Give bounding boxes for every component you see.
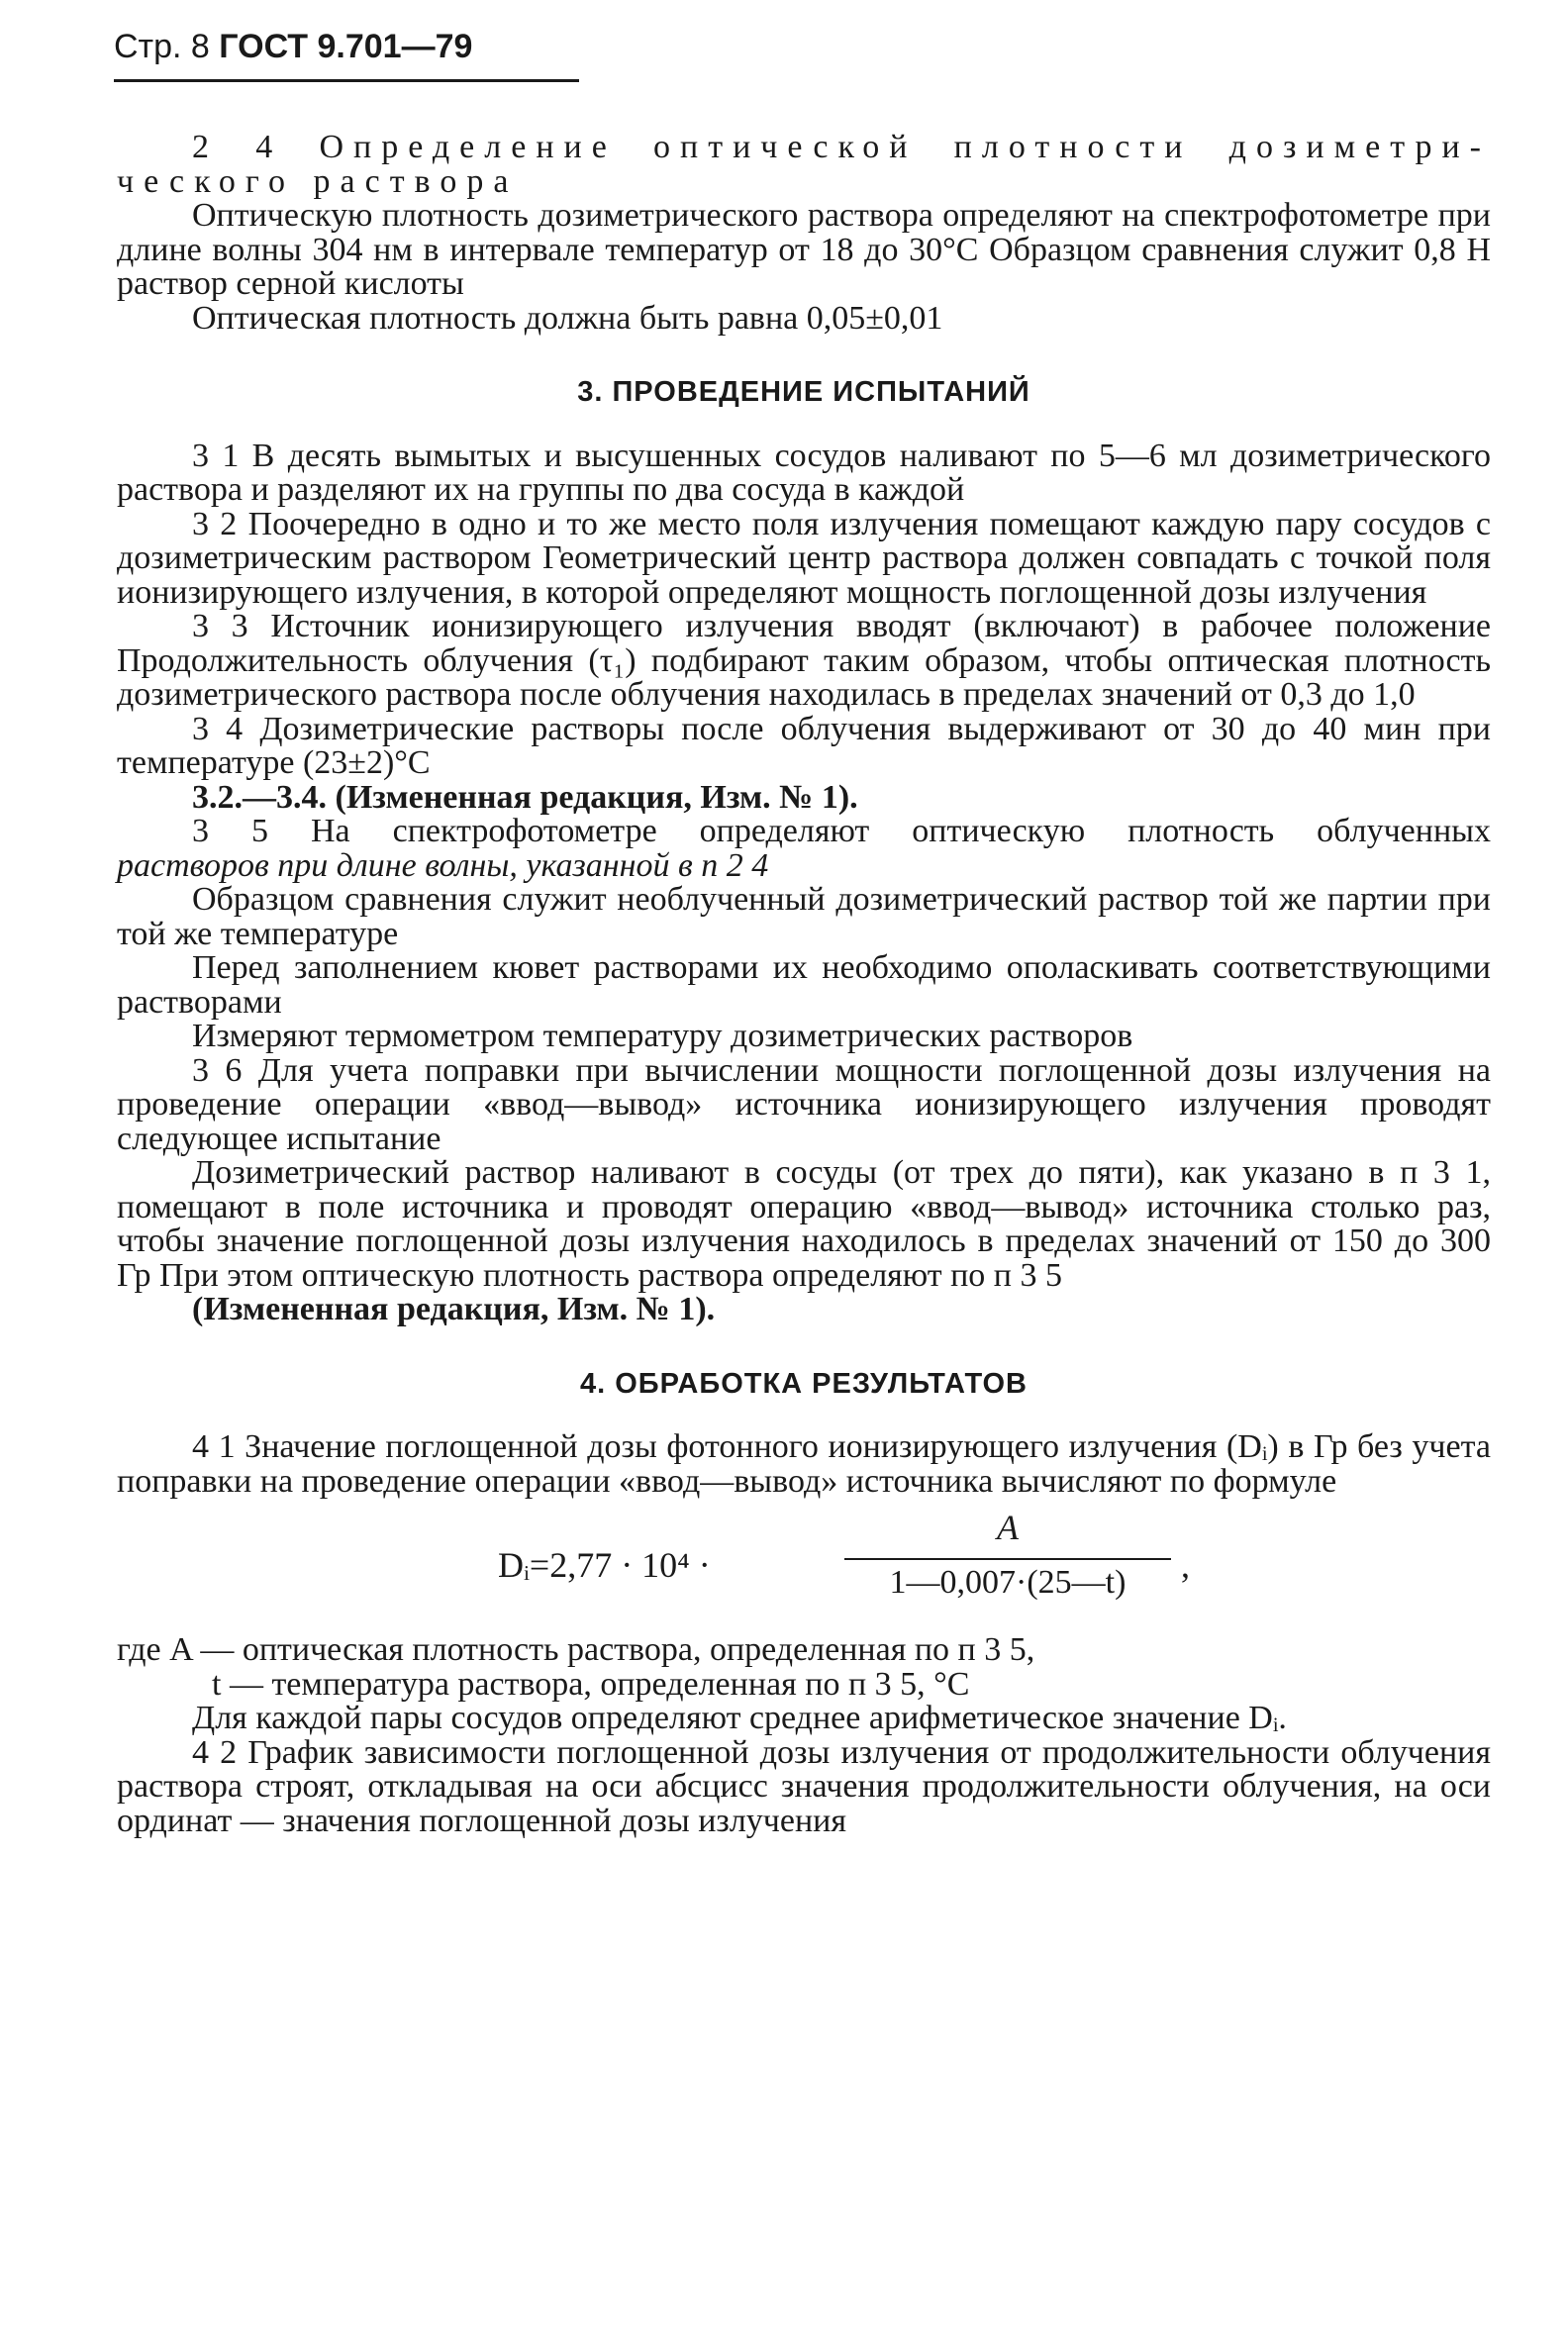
clause-3-2: 3 2 Поочередно в одно и то же место поля излучения помещают каждую пару сосудов с дозиметрическим раствором Геометрический центр раствора должен совпадать с точкой поля ионизирующего излучения, в которой определяют мощность поглощенной дозы излучения bbox=[117, 505, 1491, 611]
clause-2-4-text: Оптическую плотность дозиметрического раствора определяют на спектрофотометре при длине волны 304 нм в интервале температур от 18 до 30°С Образцом сравнения служит 0,8 Н раствор серной кислоты bbox=[117, 197, 1491, 302]
formula-numerator: A bbox=[997, 1508, 1019, 1547]
clause-3-1: 3 1 В десять вымытых и высушенных сосудов наливают по 5—6 мл дозиметрического раствора и разделяют их на группы по два сосуда в каждой bbox=[117, 437, 1491, 508]
clause-4-1: 4 1 Значение поглощенной дозы фотонного ионизирующего излучения (Dᵢ) в Гр без учета поправки на проведение операции «ввод—вывод» источника вычисляют по формуле bbox=[117, 1428, 1491, 1500]
amendment-note-1: 3.2.—3.4. (Измененная редакция, Изм. № 1). bbox=[192, 778, 858, 816]
clause-2-4-title: 2 4 Определение оптической плотности дозиметри- bbox=[192, 129, 1491, 165]
legend-t: t — температура раствора, определенная по п 3 5, °С bbox=[212, 1665, 970, 1703]
clause-3-6: 3 6 Для учета поправки при вычислении мощности поглощенной дозы излучения на проведение операции «ввод—вывод» источника ионизирующего излучения проводят следующее испытание bbox=[117, 1051, 1491, 1157]
clause-3-6-procedure: Дозиметрический раствор наливают в сосуды (от трех до пяти), как указано в п 3 1, помещают в поле источника и проводят операцию «ввод—вывод» источника столько раз, чтобы значение поглощенной дозы излучения находилось в пределах значений от 150 до 300 Гр При этом оптическую плотность раствора определяют по п 3 5 bbox=[117, 1154, 1491, 1294]
formula-comma: , bbox=[1181, 1545, 1190, 1585]
section-3-heading: 3. ПРОВЕДЕНИЕ ИСПЫТАНИЙ bbox=[577, 376, 1030, 408]
amendment-note-2: (Измененная редакция, Изм. № 1). bbox=[192, 1291, 716, 1327]
legend-a: где A — оптическая плотность раствора, определенная по п 3 5, bbox=[117, 1631, 1035, 1668]
clause-4-2: 4 2 График зависимости поглощенной дозы излучения от продолжительности облучения раствора строят, откладывая на оси абсцисс значения продолжительности облучения, на оси ординат — значения поглощенной дозы излучения bbox=[117, 1733, 1491, 1839]
document-body bbox=[117, 131, 1491, 1838]
page-header bbox=[114, 28, 472, 66]
clause-3-4: 3 4 Дозиметрические растворы после облучения выдерживают от 30 до 40 мин при температуре (23±2)°С bbox=[117, 710, 1491, 781]
clause-3-5-cuvettes: Перед заполнением кювет растворами их необходимо ополаскивать соответствующими растворами bbox=[117, 949, 1491, 1021]
clause-3-5-cont: растворов при длине волны, указанной в п 2 4 bbox=[117, 846, 769, 884]
formula-denominator: 1—0,007·(25—t) bbox=[889, 1564, 1127, 1601]
clause-3-5: 3 5 На спектрофотометре определяют оптическую плотность облученных bbox=[192, 813, 1491, 849]
clause-2-4-title-cont: ческого раствора bbox=[117, 162, 519, 200]
section-4-heading: 4. ОБРАБОТКА РЕЗУЛЬТАТОВ bbox=[579, 1367, 1029, 1400]
clause-3-3: 3 3 Источник ионизирующего излучения вводят (включают) в рабочее положение Продолжительность облучения (τ₁) подбирают таким образом, чтобы оптическая плотность дозиметрического раствора после облучения находилась в пределах значений от 0,3 до 1,0 bbox=[117, 608, 1491, 713]
formula-fraction-bar bbox=[844, 1558, 1171, 1560]
clause-4-1-mean: Для каждой пары сосудов определяют среднее арифметическое значение Dᵢ. bbox=[192, 1700, 1287, 1736]
standard-code: ГОСТ 9.701—79 bbox=[219, 28, 473, 65]
header-rule bbox=[114, 79, 579, 82]
dose-formula bbox=[117, 1508, 1491, 1619]
clause-3-5-reference: Образцом сравнения служит необлученный дозиметрический раствор той же партии при той же температуре bbox=[117, 881, 1491, 952]
formula-lhs: Dᵢ=2,77 · 10⁴ · bbox=[498, 1545, 711, 1585]
clause-2-4-text-2: Оптическая плотность должна быть равна 0,05±0,01 bbox=[192, 299, 943, 337]
page-number: Стр. 8 bbox=[114, 28, 210, 65]
clause-3-5-thermometer: Измеряют термометром температуру дозиметрических растворов bbox=[192, 1018, 1133, 1054]
